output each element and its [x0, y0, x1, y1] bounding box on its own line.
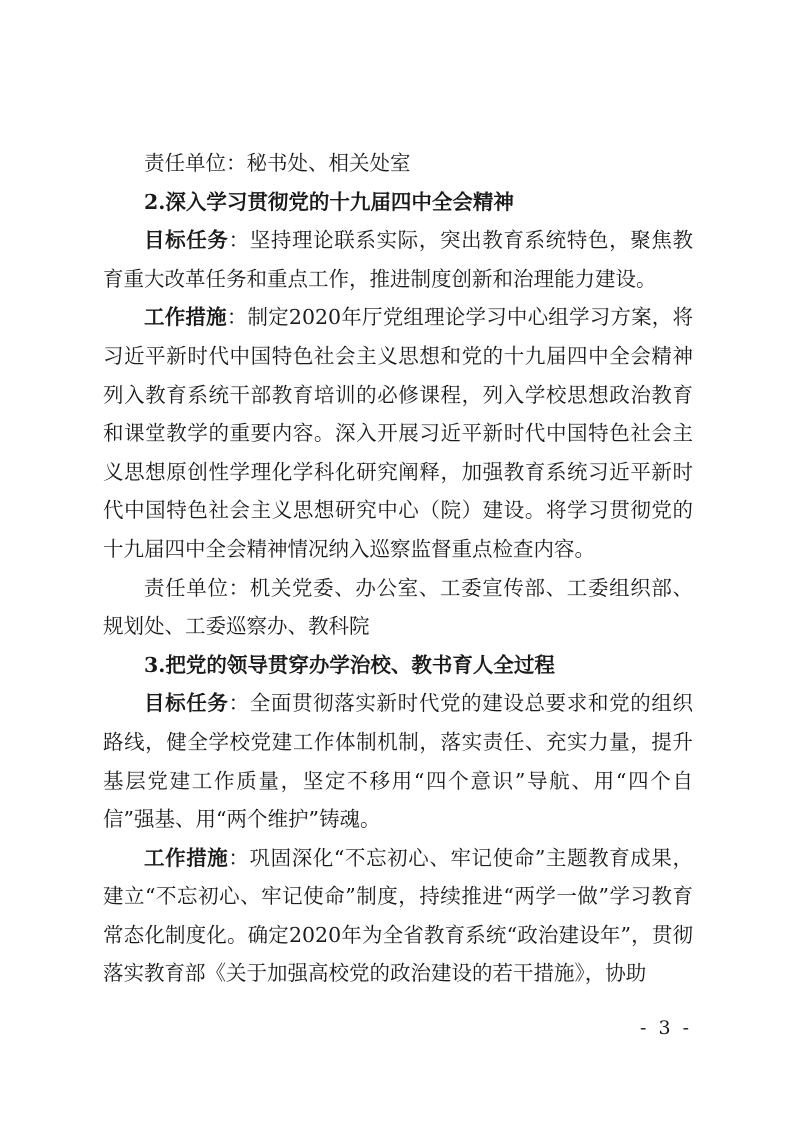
responsible-unit-label: 责任单位 [144, 575, 229, 600]
responsible-unit-label: 责任单位 [144, 151, 226, 175]
work-measures-label: 工作措施 [144, 845, 229, 870]
responsible-unit-paragraph [103, 144, 693, 183]
target-task-label: 目标任务 [144, 228, 229, 253]
responsible-unit-paragraph [103, 569, 693, 646]
section-heading: 3.把党的领导贯穿办学治校、教书育人全过程 [144, 652, 555, 677]
work-measures-label: 工作措施 [144, 305, 227, 330]
section-heading: 2.深入学习贯彻党的十九届四中全会精神 [144, 189, 514, 214]
label-separator: ： [228, 691, 250, 716]
label-separator: ： [226, 305, 248, 330]
work-measures-text: 制定2020年厅党组理论学习中心组学习方案，将习近平新时代中国特色社会主义思想和党的十九届四中全会精神列入教育系统干部教育培训的必修课程，列入学校思想政治教育和课堂教学的重要内容。深入开展习近平新时代中国特色社会主义思想原创性学理化学科化研究阐释，加强教育系统习近平新时代中国特色社会主义思想研究中心（院）建设。将学习贯彻党的十九届四中全会精神情况纳入巡察监督重点检查内容。 [103, 305, 694, 561]
work-measures-paragraph [103, 839, 693, 993]
responsible-unit-text: 机关党委、办公室、工委宣传部、工委组织部、规划处、工委巡察办、教科院 [103, 575, 694, 639]
label-separator: ： [228, 228, 250, 253]
page-number: - 3 - [640, 1017, 693, 1039]
target-task-text: 坚持理论联系实际，突出教育系统特色，聚焦教育重大改革任务和重点工作，推进制度创新和治理能力建设。 [103, 228, 694, 291]
label-separator: ： [228, 845, 250, 870]
document-body [103, 144, 693, 993]
work-measures-text: 巩固深化“不忘初心、牢记使命”主题教育成果，建立“不忘初心、牢记使命”制度，持续推进“两学一做”学习教育常态化制度化。确定2020年为全省教育系统“政治建设年”，贯彻落实教育部《关于加强高校党的政治建设的若干措施》，协助 [103, 845, 694, 986]
label-separator: ： [226, 151, 247, 175]
target-task-label: 目标任务 [144, 691, 229, 716]
target-task-paragraph [103, 221, 693, 298]
work-measures-paragraph [103, 298, 693, 568]
target-task-text: 全面贯彻落实新时代党的建设总要求和党的组织路线，健全学校党建工作体制机制，落实责任、充实力量，提升基层党建工作质量，坚定不移用“四个意识”导航、用“四个自信”强基、用“两个维护”铸魂。 [103, 691, 694, 832]
responsible-unit-text: 秘书处、相关处室 [246, 151, 411, 175]
target-task-paragraph [103, 684, 693, 838]
label-separator: ： [228, 575, 250, 600]
